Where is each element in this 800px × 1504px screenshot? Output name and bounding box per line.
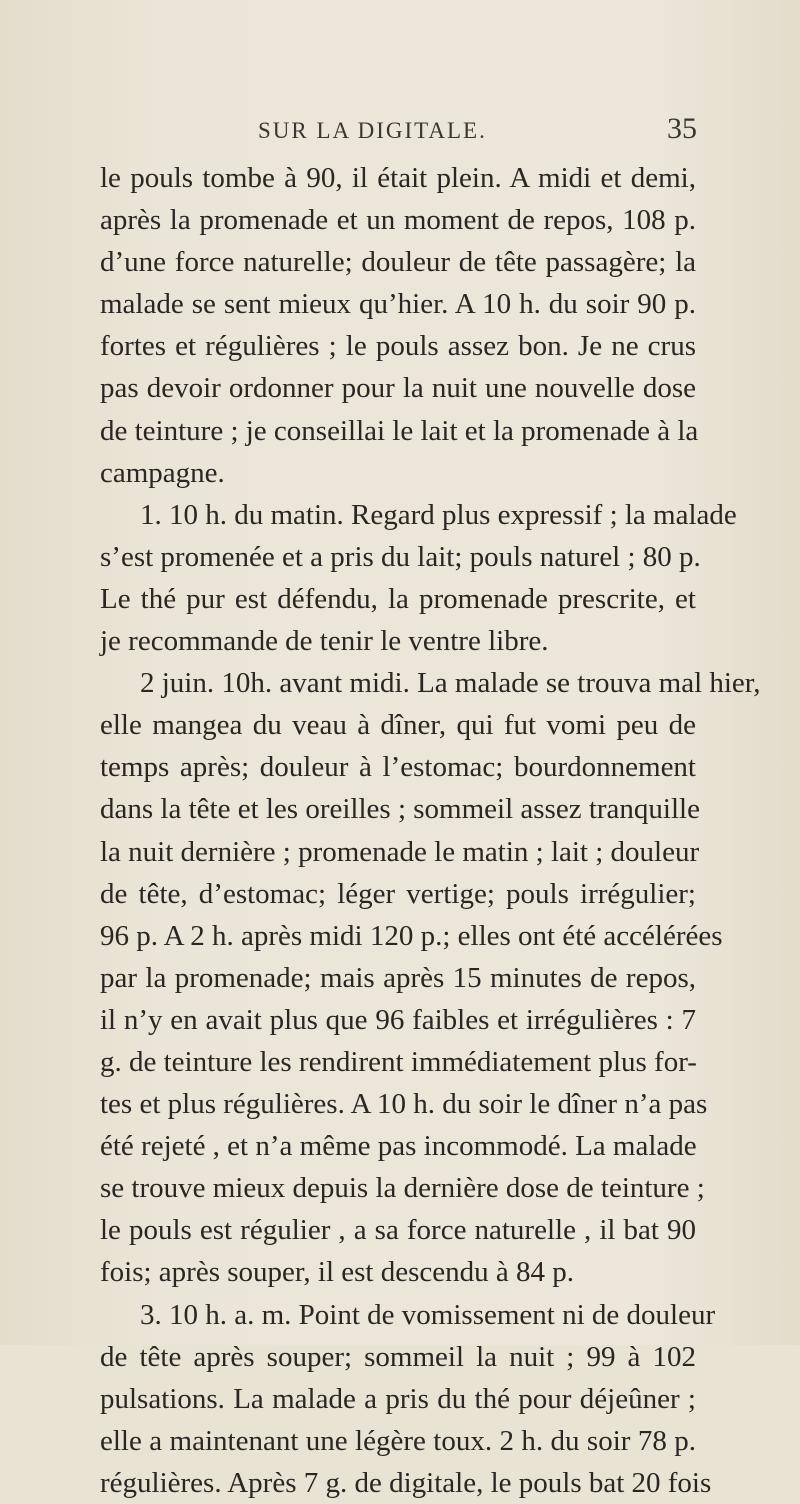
text-line: tes et plus régulières. A 10 h. du soir le dîner n’a pas: [100, 1088, 708, 1121]
text-line: régulières. Après 7 g. de digitale, le pouls bat 20 fois: [100, 1466, 712, 1499]
text-line: 96 p. A 2 h. après midi 120 p.; elles ont été accélérées: [100, 919, 723, 952]
text-line: elle a maintenant une légère toux. 2 h. du soir 78 p.: [100, 1424, 696, 1457]
text-line: après la promenade et un moment de repos, 108 p.: [100, 204, 696, 237]
text-line: fois; après souper, il est descendu à 84 p.: [100, 1256, 574, 1289]
text-line: s’est promenée et a pris du lait; pouls naturel ; 80 p.: [100, 540, 701, 573]
text-line: dans la tête et les oreilles ; sommeil assez tranquille: [100, 793, 700, 826]
body-text: [100, 157, 761, 1499]
text-line: la nuit dernière ; promenade le matin ; lait ; douleur: [100, 835, 700, 868]
text-line: été rejeté , et n’a même pas incommodé. La malade: [100, 1130, 697, 1163]
paragraph-line-june-2: 2 juin. 10h. avant midi. La malade se trouva mal hier,: [140, 667, 761, 700]
text-line: se trouve mieux depuis la dernière dose de teinture ;: [100, 1172, 705, 1205]
text-line: pulsations. La malade a pris du thé pour déjeûner ;: [100, 1382, 696, 1415]
text-line: g. de teinture les rendirent immédiatement plus for-: [100, 1045, 697, 1078]
text-line: campagne.: [100, 456, 225, 489]
text-line: il n’y en avait plus que 96 faibles et irrégulières : 7: [100, 1003, 696, 1036]
page-number: 35: [667, 112, 697, 145]
text-line: le pouls tombe à 90, il était plein. A midi et demi,: [100, 162, 696, 194]
text-line: je recommande de tenir le ventre libre.: [100, 625, 549, 658]
text-line: de tête après souper; sommeil la nuit ; 99 à 102: [100, 1340, 696, 1373]
text-line: d’une force naturelle; douleur de tête passagère; la: [100, 246, 696, 279]
text-line: de teinture ; je conseillai le lait et la promenade à la: [100, 414, 699, 447]
paragraph-line-june-3: 3. 10 h. a. m. Point de vomissement ni de douleur: [140, 1298, 716, 1331]
running-head: [0, 112, 800, 158]
text-line: de tête, d’estomac; léger vertige; pouls irrégulier;: [100, 877, 696, 910]
text-line: fortes et régulières ; le pouls assez bon. Je ne crus: [100, 330, 696, 363]
text-line: le pouls est régulier , a sa force naturelle , il bat 90: [100, 1214, 696, 1247]
text-line: temps après; douleur à l’estomac; bourdonnement: [100, 751, 696, 784]
text-line: elle mangea du veau à dîner, qui fut vomi peu de: [100, 709, 696, 742]
paragraph-line-june-1: 1. 10 h. du matin. Regard plus expressif ; la malade: [140, 498, 737, 531]
text-line: par la promenade; mais après 15 minutes de repos,: [100, 961, 696, 994]
text-line: pas devoir ordonner pour la nuit une nouvelle dose: [100, 372, 696, 405]
text-line: malade se sent mieux qu’hier. A 10 h. du soir 90 p.: [100, 288, 696, 321]
running-title: SUR LA DIGITALE.: [258, 118, 487, 143]
text-line: Le thé pur est défendu, la promenade prescrite, et: [100, 582, 696, 615]
